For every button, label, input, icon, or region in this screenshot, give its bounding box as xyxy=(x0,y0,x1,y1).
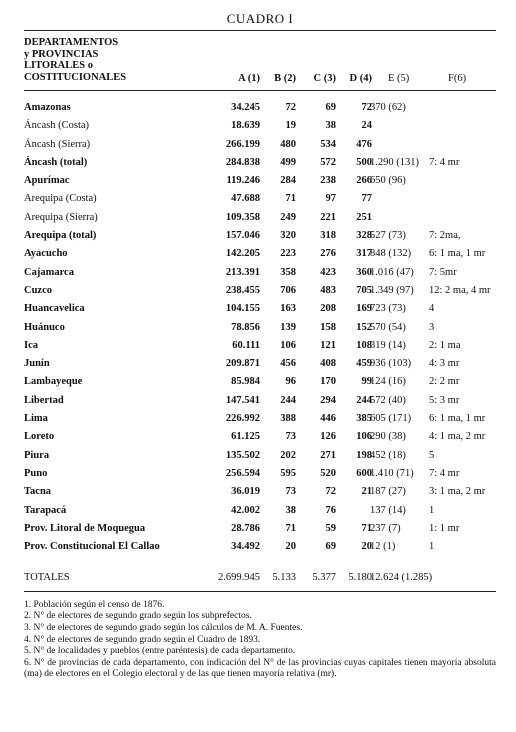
cell-e: 570 (54) xyxy=(370,321,406,333)
cell-f: 1: 1 mr xyxy=(429,522,460,534)
cell-c: 158 xyxy=(320,321,336,333)
cell-e: 12 (1) xyxy=(370,541,396,553)
header-line: DEPARTAMENTOS xyxy=(24,37,119,48)
table-header xyxy=(24,31,496,90)
cell-b: 499 xyxy=(280,156,296,168)
cell-c: 408 xyxy=(320,358,336,370)
cell-e: 452 (18) xyxy=(370,449,406,461)
cell-d: 476 xyxy=(356,138,372,150)
cell-b: 456 xyxy=(280,358,296,370)
table-row xyxy=(24,392,496,410)
page-title: CUADRO I xyxy=(226,11,294,26)
cell-d: 244 xyxy=(356,394,372,406)
cell-b: 19 xyxy=(285,120,296,132)
column-header-c: C (3) xyxy=(313,73,336,84)
table-row xyxy=(24,319,496,337)
cell-b: 71 xyxy=(285,522,296,534)
cell-d: 198 xyxy=(356,449,372,461)
cell-c: 121 xyxy=(320,339,336,351)
row-label: Prov. Constitucional El Callao xyxy=(24,541,160,553)
cell-d: 72 xyxy=(361,102,372,113)
cell-a: 28.786 xyxy=(231,522,260,534)
row-label: Arequipa (total) xyxy=(24,230,97,242)
cell-c: 294 xyxy=(320,394,336,406)
cell-c: 572 xyxy=(320,156,336,168)
cell-d: 108 xyxy=(356,339,372,351)
table-row xyxy=(24,465,496,483)
column-header-a: A (1) xyxy=(238,73,260,84)
cell-d: 71 xyxy=(361,522,372,534)
cell-a: 256.594 xyxy=(225,467,260,479)
footnote: 4. N° de electores de segundo grado según el Cuadro de 1893. xyxy=(24,634,261,645)
cell-b: 595 xyxy=(280,467,296,479)
cell-b: 96 xyxy=(285,376,296,388)
cell-d: 20 xyxy=(361,541,372,553)
cell-c: 69 xyxy=(325,102,336,113)
cell-c: 221 xyxy=(320,211,336,223)
cell-b: 388 xyxy=(280,413,296,425)
cell-e: 124 (16) xyxy=(370,376,406,388)
cell-a: 78.856 xyxy=(231,321,260,333)
cell-f: 3 xyxy=(429,321,435,333)
cell-b: 71 xyxy=(285,193,296,205)
cell-a: 61.125 xyxy=(231,431,260,443)
cell-a: 209.871 xyxy=(225,358,260,370)
totals-b: 5.133 xyxy=(272,572,296,584)
cell-c: 483 xyxy=(320,284,336,296)
cell-a: 238.455 xyxy=(225,284,260,296)
column-header-d: D (4) xyxy=(349,73,372,84)
cell-a: 42.002 xyxy=(231,504,260,516)
row-label: Arequipa (Costa) xyxy=(24,193,97,205)
table-row xyxy=(24,483,496,501)
cell-c: 97 xyxy=(325,193,336,205)
cell-b: 480 xyxy=(280,138,296,150)
footnote: 1. Población según el censo de 1876. xyxy=(24,599,165,610)
footnote: 6. N° de provincias de cada departamento, con indicación del N° de las provincias cuyas capitales tienen mayoría absoluta (ma) de electores en el Colegio electoral y de las que tienen mayoría relativa (mr). xyxy=(24,657,496,680)
column-header-f: F(6) xyxy=(448,73,467,84)
table-row xyxy=(24,282,496,300)
header-line: COSTITUCIONALES xyxy=(24,71,127,83)
cell-a: 104.155 xyxy=(225,303,260,315)
cell-b: 73 xyxy=(285,486,296,498)
cell-a: 284.838 xyxy=(225,156,260,168)
cell-b: 139 xyxy=(280,321,296,333)
cell-d: 152 xyxy=(356,321,372,333)
cell-e: 1.410 (71) xyxy=(370,467,414,479)
row-label: Lambayeque xyxy=(24,376,83,388)
row-label: Ayacucho xyxy=(24,248,68,260)
cell-a: 266.199 xyxy=(225,138,260,150)
row-label: Libertad xyxy=(24,394,64,406)
table-row xyxy=(24,264,496,282)
cell-f: 4 xyxy=(429,303,435,315)
cell-a: 60.111 xyxy=(232,339,260,351)
row-label: Huancavelica xyxy=(24,303,85,315)
totals-a: 2.699.945 xyxy=(218,572,260,584)
cell-f: 6: 1 ma, 1 mr xyxy=(429,248,486,260)
cell-e: 605 (171) xyxy=(370,413,412,425)
cell-e: 936 (103) xyxy=(370,358,412,370)
cell-d: 251 xyxy=(356,211,372,223)
cell-b: 20 xyxy=(285,541,296,553)
cell-e: 527 (73) xyxy=(370,230,406,242)
table-row xyxy=(24,172,496,190)
cell-f: 2: 2 mr xyxy=(429,376,460,388)
cell-c: 520 xyxy=(320,467,336,479)
cell-e: 1.349 (97) xyxy=(370,284,414,296)
cell-a: 47.688 xyxy=(231,193,260,205)
header-line: LITORALES o xyxy=(24,60,93,71)
cell-d: 99 xyxy=(361,376,372,388)
cell-b: 249 xyxy=(280,211,296,223)
table-row xyxy=(24,227,496,245)
cell-d: 169 xyxy=(356,303,372,315)
cell-e: 370 (62) xyxy=(370,102,406,113)
cell-d: 500 xyxy=(356,156,372,168)
cell-e: 237 (7) xyxy=(370,522,401,534)
row-label: Cajamarca xyxy=(24,266,74,278)
cell-a: 36.019 xyxy=(231,486,260,498)
cell-c: 208 xyxy=(320,303,336,315)
column-header-b: B (2) xyxy=(274,73,296,84)
table-row xyxy=(24,428,496,446)
cell-f: 12: 2 ma, 4 mr xyxy=(429,284,491,296)
row-label: Apurímac xyxy=(24,175,70,187)
row-label: Prov. Litoral de Moquegua xyxy=(24,522,146,534)
table-row xyxy=(24,373,496,391)
cell-f: 3: 1 ma, 2 mr xyxy=(429,486,486,498)
cell-f: 7: 2ma, xyxy=(429,230,461,242)
totals-d: 5.180 xyxy=(348,572,372,584)
footnotes xyxy=(24,600,496,681)
cell-e: 187 (27) xyxy=(370,486,406,498)
cell-c: 72 xyxy=(325,486,336,498)
cell-b: 244 xyxy=(280,394,296,406)
cell-a: 213.391 xyxy=(225,266,260,278)
cell-f: 4: 1 ma, 2 mr xyxy=(429,431,486,443)
cell-e: 1.016 (47) xyxy=(370,266,414,278)
cell-c: 238 xyxy=(320,175,336,187)
row-label: Loreto xyxy=(24,431,55,443)
table-row xyxy=(24,154,496,172)
cell-b: 284 xyxy=(280,175,296,187)
row-label: Áncash (total) xyxy=(24,156,88,168)
cell-d: 317 xyxy=(356,248,372,260)
row-label: Tarapacá xyxy=(24,504,67,516)
cell-a: 34.492 xyxy=(231,541,260,553)
cell-c: 271 xyxy=(320,449,336,461)
bottom-rule xyxy=(24,591,496,592)
cell-d: 328 xyxy=(356,230,372,242)
table-row xyxy=(24,337,496,355)
cell-b: 73 xyxy=(285,431,296,443)
row-label: Piura xyxy=(24,449,50,461)
footnote: 5. N° de localidades y pueblos (entre paréntesis) de cada departamento. xyxy=(24,646,296,657)
cell-d: 77 xyxy=(361,193,372,205)
cell-d: 21 xyxy=(361,486,372,498)
header-line: y PROVINCIAS xyxy=(24,48,99,60)
cell-e: 290 (38) xyxy=(370,431,406,443)
cell-f: 1 xyxy=(429,541,435,553)
cell-b: 106 xyxy=(280,339,296,351)
column-header-e: E (5) xyxy=(388,73,410,84)
cell-b: 163 xyxy=(280,303,296,315)
cell-e: 848 (132) xyxy=(370,248,412,260)
cell-d: 600 xyxy=(356,467,372,479)
row-label: Arequipa (Sierra) xyxy=(24,211,98,223)
table-row xyxy=(24,447,496,465)
row-label: Lima xyxy=(24,413,48,425)
row-label: Junín xyxy=(24,358,50,370)
table-row xyxy=(24,136,496,154)
cell-f: 5: 3 mr xyxy=(429,394,460,406)
cell-e: 319 (14) xyxy=(370,339,406,351)
cell-f: 7: 5mr xyxy=(429,266,457,278)
cell-d: 24 xyxy=(361,120,372,132)
cell-f: 7: 4 mr xyxy=(429,467,460,479)
cell-c: 534 xyxy=(320,138,336,150)
cell-b: 72 xyxy=(285,102,296,113)
table-body xyxy=(24,91,496,556)
cell-d: 385 xyxy=(356,413,372,425)
cell-a: 157.046 xyxy=(225,230,260,242)
cell-b: 320 xyxy=(280,230,296,242)
cell-a: 109.358 xyxy=(225,211,260,223)
cell-f: 2: 1 ma xyxy=(429,339,461,351)
table-row xyxy=(24,99,496,117)
cell-b: 358 xyxy=(280,266,296,278)
cell-c: 318 xyxy=(320,230,336,242)
table-row xyxy=(24,300,496,318)
row-label: Ica xyxy=(24,339,38,351)
cell-e: 650 (96) xyxy=(370,175,406,187)
cell-b: 38 xyxy=(285,504,296,516)
cell-a: 147.541 xyxy=(225,394,260,406)
cell-f: 1 xyxy=(429,504,435,516)
document xyxy=(24,8,496,681)
totals-row xyxy=(24,569,496,587)
cell-b: 706 xyxy=(280,284,296,296)
cell-e: 1.290 (131) xyxy=(370,156,419,168)
totals-label: TOTALES xyxy=(24,572,70,584)
table-row xyxy=(24,502,496,520)
row-label: Tacna xyxy=(24,486,52,498)
cell-c: 38 xyxy=(325,120,336,132)
cell-b: 223 xyxy=(280,248,296,260)
row-label: Amazonas xyxy=(24,102,71,113)
table-row xyxy=(24,190,496,208)
cell-f: 7: 4 mr xyxy=(429,156,460,168)
cell-c: 170 xyxy=(320,376,336,388)
table-row xyxy=(24,209,496,227)
cell-a: 142.205 xyxy=(225,248,260,260)
row-label: Puno xyxy=(24,467,48,479)
cell-d: 360 xyxy=(356,266,372,278)
cell-a: 85.984 xyxy=(231,376,260,388)
table-row xyxy=(24,538,496,556)
cell-d: 106 xyxy=(356,431,372,443)
cell-d: 266 xyxy=(356,175,372,187)
cell-c: 76 xyxy=(325,504,336,516)
footnote: 2. N° de electores de segundo grado según los subprefectos. xyxy=(24,611,252,622)
cell-a: 135.502 xyxy=(225,449,260,461)
cell-e: 723 (73) xyxy=(370,303,406,315)
cell-b: 202 xyxy=(280,449,296,461)
cell-f: 4: 3 mr xyxy=(429,358,460,370)
cell-e: 137 (14) xyxy=(370,504,406,516)
cell-a: 119.246 xyxy=(226,175,260,187)
table-row xyxy=(24,245,496,263)
row-label: Áncash (Costa) xyxy=(24,120,90,132)
totals-c: 5.377 xyxy=(312,572,336,584)
cell-c: 446 xyxy=(320,413,336,425)
cell-c: 423 xyxy=(320,266,336,278)
first-column-header xyxy=(24,37,126,83)
cell-a: 18.639 xyxy=(231,120,260,132)
cell-c: 276 xyxy=(320,248,336,260)
table-row xyxy=(24,520,496,538)
cell-c: 126 xyxy=(320,431,336,443)
row-label: Cuzco xyxy=(24,284,52,296)
cell-d: 705 xyxy=(356,284,372,296)
cell-f: 6: 1 ma, 1 mr xyxy=(429,413,486,425)
cell-c: 59 xyxy=(325,522,336,534)
cell-e: 572 (40) xyxy=(370,394,406,406)
cell-d: 459 xyxy=(356,358,372,370)
row-label: Huánuco xyxy=(24,321,65,333)
table-row xyxy=(24,410,496,428)
table-row xyxy=(24,355,496,373)
totals-e: 12.624 (1.285) xyxy=(370,572,433,584)
cell-c: 69 xyxy=(325,541,336,553)
row-label: Áncash (Sierra) xyxy=(24,138,91,150)
cell-a: 226.992 xyxy=(225,413,260,425)
table-row xyxy=(24,117,496,135)
cell-a: 34.245 xyxy=(231,102,260,113)
cell-f: 5 xyxy=(429,449,435,461)
footnote: 3. N° de electores de segundo grado según los cálculos de M. A. Fuentes. xyxy=(24,622,303,633)
